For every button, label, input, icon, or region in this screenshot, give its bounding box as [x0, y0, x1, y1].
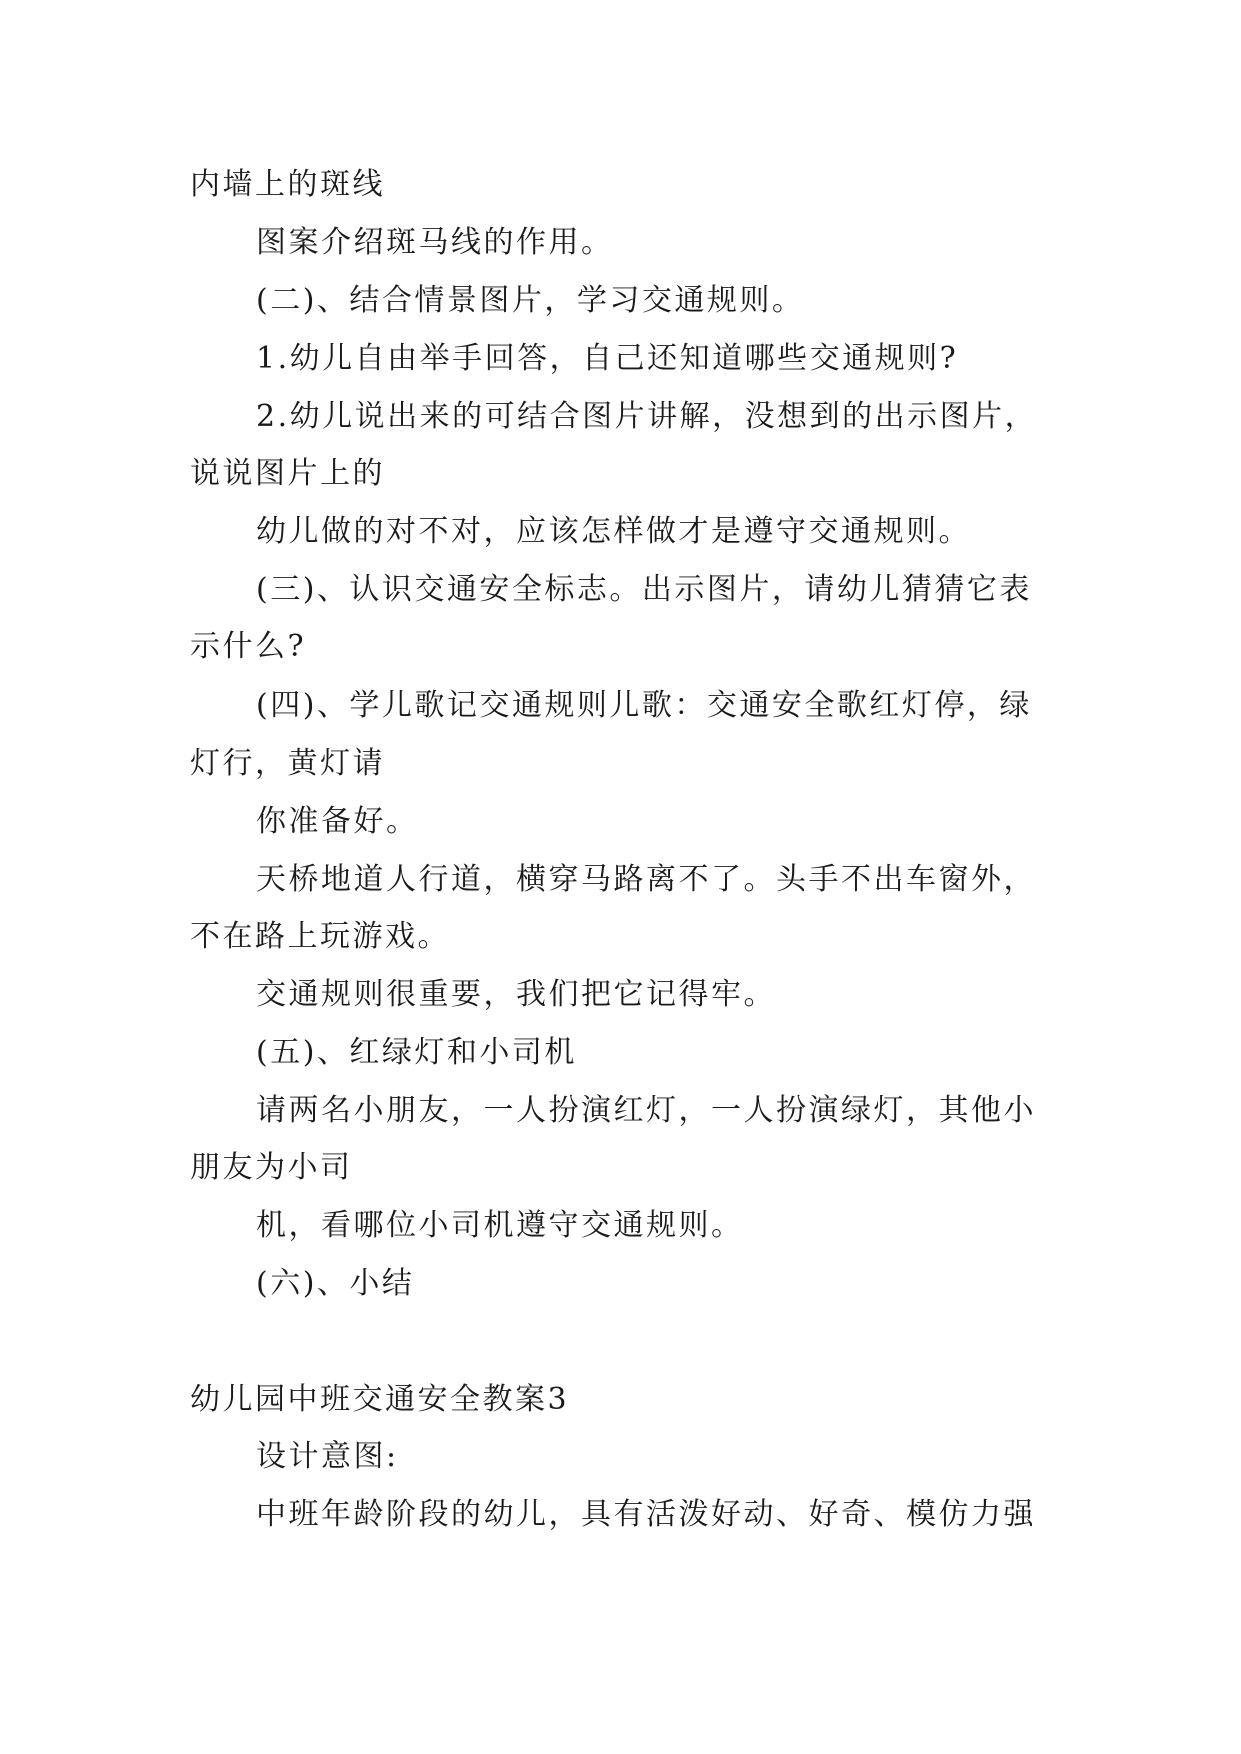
text-line: 朋友为小司 — [190, 1150, 353, 1185]
section-heading: 幼儿园中班交通安全教案3 — [190, 1382, 570, 1417]
text-line: (三)、认识交通安全标志。出示图片，请幼儿猜猜它表 — [256, 572, 1032, 607]
text-line: 天桥地道人行道，横穿马路离不了。头手不出车窗外， — [256, 862, 1036, 897]
text-line: (六)、小结 — [256, 1266, 415, 1301]
text-line: (二)、结合情景图片，学习交通规则。 — [256, 283, 805, 318]
text-line: 图案介绍斑马线的作用。 — [256, 225, 614, 260]
text-line: 交通规则很重要，我们把它记得牢。 — [256, 977, 776, 1012]
text-line: 幼儿做的对不对，应该怎样做才是遵守交通规则。 — [256, 514, 971, 549]
text-line: 机，看哪位小司机遵守交通规则。 — [256, 1208, 744, 1243]
text-line: (五)、红绿灯和小司机 — [256, 1035, 577, 1070]
text-line: 说说图片上的 — [190, 456, 385, 491]
text-line: 你准备好。 — [256, 804, 419, 839]
text-line: 内墙上的斑线 — [190, 167, 385, 202]
text-line: 2.幼儿说出来的可结合图片讲解，没想到的出示图片， — [256, 399, 1038, 434]
text-line: (四)、学儿歌记交通规则儿歌：交通安全歌红灯停，绿 — [256, 688, 1032, 723]
text-line: 请两名小朋友，一人扮演红灯，一人扮演绿灯，其他小 — [256, 1093, 1036, 1128]
text-line: 1.幼儿自由举手回答，自己还知道哪些交通规则? — [256, 341, 959, 376]
text-line: 设计意图: — [256, 1439, 399, 1474]
text-line: 中班年龄阶段的幼儿，具有活泼好动、好奇、模仿力强 — [256, 1497, 1036, 1532]
text-line: 示什么? — [190, 629, 307, 664]
text-line: 不在路上玩游戏。 — [190, 919, 450, 954]
text-line: 灯行，黄灯请 — [190, 746, 385, 781]
